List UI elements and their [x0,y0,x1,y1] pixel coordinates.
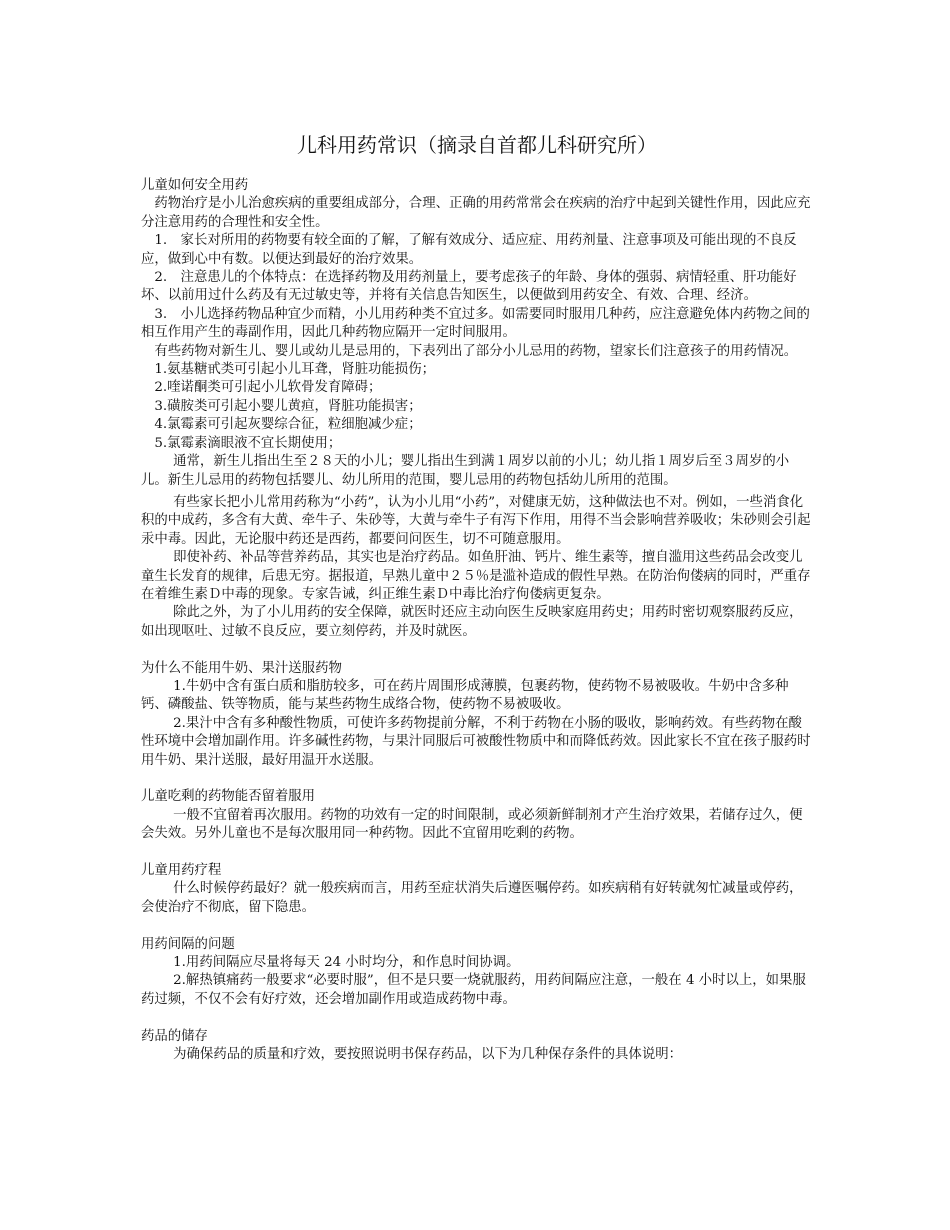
paragraph: 药物治疗是小儿治愈疾病的重要组成部分，合理、正确的用药常常会在疾病的治疗中起到关键性作用，因此应充分注意用药的合理性和安全性。 [141,196,811,230]
list-item: 2.喹诺酮类可引起小儿软骨发育障碍； [154,380,382,396]
paragraph: 3. 小儿选择药物品种宜少而精，小儿用药种类不宜过多。如需要同时服用几种药，应注意避免体内药物之间的相互作用产生的毒副作用，因此几种药物应隔开一定时间服用。 [141,306,810,341]
paragraph: 2. 注意患儿的个体特点：在选择药物及用药剂量上，要考虑孩子的年龄、身体的强弱、病情轻重、肝功能好坏、以前用过什么药及有无过敏史等，并将有关信息告知医生，以便做到用药安全、有效、合理、经济。 [141,270,797,304]
section-heading: 儿童如何安全用药 [141,178,249,193]
list-item: 4.氯霉素可引起灰婴综合征，粒细胞减少症； [154,417,422,433]
section-heading: 为什么不能用牛奶、果汁送服药物 [141,660,342,676]
paragraph: 通常，新生儿指出生至２８天的小儿；婴儿指出生到满１周岁以前的小儿；幼儿指１周岁后至３周岁的小儿。新生儿忌用的药物包括婴儿、幼儿所用的范围，婴儿忌用的药物包括幼儿所用的范围。 [141,454,790,488]
paragraph: 即使补药、补品等营养药品，其实也是治疗药品。如鱼肝油、钙片、维生素等，擅自滥用这些药品会改变儿童生长发育的规律，后患无穷。据报道，早熟儿童中２５％是滥补造成的假性早熟。在防治佝偻病的同时，严重存在着维生素Ｄ中毒的现象。专家告诫，纠正维生素Ｄ中毒比治疗佝偻病更复杂。 [141,550,811,602]
section-heading: 儿童用药疗程 [141,862,222,878]
paragraph: 2.解热镇痛药一般要求“必要时服”，但不是只要一烧就服药，用药间隔应注意，一般在 4 小时以上，如果服药过频，不仅不会有好疗效，还会增加副作用或造成药物中毒。 [141,973,806,1007]
document-body [141,177,813,1064]
paragraph: 一般不宜留着再次服用。药物的功效有一定的时间限制，或必须新鲜制剂才产生治疗效果，若储存过久，便会失效。另外儿童也不是每次服用同一种药物。因此不宜留用吃剩的药物。 [141,807,803,842]
paragraph: 有些家长把小儿常用药称为“小药”，认为小儿用“小药”，对健康无妨，这种做法也不对。例如，一些消食化积的中成药，多含有大黄、牵牛子、朱砂等，大黄与牵牛子有泻下作用，用得不当会影响营养吸收；朱砂则会引起汞中毒。因此，无论服中药还是西药，都要问问医生，切不可随意服用。 [141,494,811,547]
section-heading: 儿童吃剩的药物能否留着服用 [141,789,316,805]
paragraph: 1.用药间隔应尽量将每天 24 小时均分，和作息时间协调。 [173,955,520,970]
paragraph: 除此之外，为了小儿用药的安全保障，就医时还应主动向医生反映家庭用药史；用药时密切观察服药反应，如出现呕吐、过敏不良反应，要立刻停药，并及时就医。 [141,605,803,639]
list-item: 1.氨基糖甙类可引起小儿耳聋，肾脏功能损伤； [154,362,435,378]
paragraph: 1.牛奶中含有蛋白质和脂肪较多，可在药片周围形成薄膜，包裹药物，使药物不易被吸收。牛奶中含多种钙、磷酸盐、铁等物质，能与某些药物生成络合物，使药物不易被吸收。 [141,678,789,713]
list-item: 5.氯霉素滴眼液不宜长期使用； [154,435,342,451]
paragraph: 2.果汁中含有多种酸性物质，可使许多药物提前分解，不利于药物在小肠的吸收，影响药效。有些药物在酸性环境中会增加副作用。许多碱性药物，与果汁同服后可被酸性物质中和而降低药效。因此家长不宜在孩子服药时用牛奶、果汁送服，最好用温开水送服。 [141,715,811,768]
paragraph: 1. 家长对所用的药物要有较全面的了解，了解有效成分、适应症、用药剂量、注意事项及可能出现的不良反应，做到心中有数。以便达到最好的治疗效果。 [141,233,797,267]
section-heading: 用药间隔的问题 [141,936,235,952]
paragraph: 有些药物对新生儿、婴儿或幼儿是忌用的，下表列出了部分小儿忌用的药物，望家长们注意孩子的用药情况。 [154,343,798,359]
list-item: 3.磺胺类可引起小婴儿黄疸，肾脏功能损害； [154,398,422,414]
paragraph: 什么时候停药最好？就一般疾病而言，用药至症状消失后遵医嘱停药。如疾病稍有好转就匆忙减量或停药，会使治疗不彻底，留下隐患。 [141,881,803,915]
section-heading: 药品的储存 [141,1028,208,1044]
document-title: 儿科用药常识（摘录自首都儿科研究所） [297,133,657,157]
paragraph: 为确保药品的质量和疗效，要按照说明书保存药品，以下为几种保存条件的具体说明： [173,1047,682,1063]
